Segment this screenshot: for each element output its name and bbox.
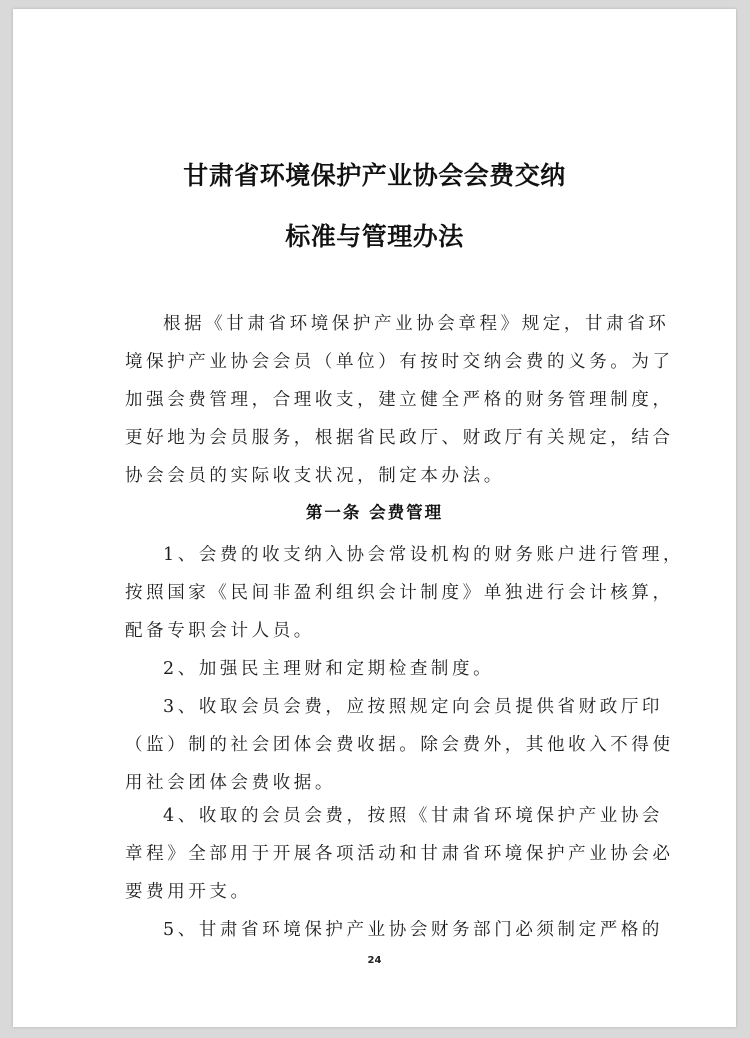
item-4-line: 要费用开支。 xyxy=(125,882,252,902)
document-title-line-2: 标准与管理办法 xyxy=(285,222,464,251)
item-4-line: 4、收取的会员会费，按照《甘肃省环境保护产业协会 xyxy=(163,806,664,826)
intro-paragraph-line: 境保护产业协会会员（单位）有按时交纳会费的义务。为了 xyxy=(125,352,674,372)
item-1-line: 按照国家《民间非盈利组织会计制度》单独进行会计核算， xyxy=(125,583,674,603)
document-title-line-1: 甘肃省环境保护产业协会会费交纳 xyxy=(183,161,566,190)
item-4-line: 章程》全部用于开展各项活动和甘肃省环境保护产业协会必 xyxy=(125,844,674,864)
intro-paragraph-line: 根据《甘肃省环境保护产业协会章程》规定，甘肃省环 xyxy=(163,314,670,334)
item-3-line: 用社会团体会费收据。 xyxy=(125,773,336,793)
intro-paragraph-line: 更好地为会员服务，根据省民政厅、财政厅有关规定，结合 xyxy=(125,428,674,448)
item-2-line: 2、加强民主理财和定期检查制度。 xyxy=(163,659,495,679)
document-page xyxy=(13,9,736,1027)
item-3-line: 3、收取会员会费，应按照规定向会员提供省财政厅印 xyxy=(163,697,664,717)
item-1-line: 配备专职会计人员。 xyxy=(125,621,315,641)
item-1-line: 1、会费的收支纳入协会常设机构的财务账户进行管理， xyxy=(163,545,685,565)
article-1-heading: 第一条 会费管理 xyxy=(305,503,444,522)
item-3-line: （监）制的社会团体会费收据。除会费外，其他收入不得使 xyxy=(125,735,674,755)
intro-paragraph-line: 协会会员的实际收支状况，制定本办法。 xyxy=(125,466,505,486)
page-number: 24 xyxy=(367,955,382,966)
item-5-line: 5、甘肃省环境保护产业协会财务部门必须制定严格的 xyxy=(163,920,664,940)
intro-paragraph-line: 加强会费管理，合理收支，建立健全严格的财务管理制度， xyxy=(125,390,674,410)
